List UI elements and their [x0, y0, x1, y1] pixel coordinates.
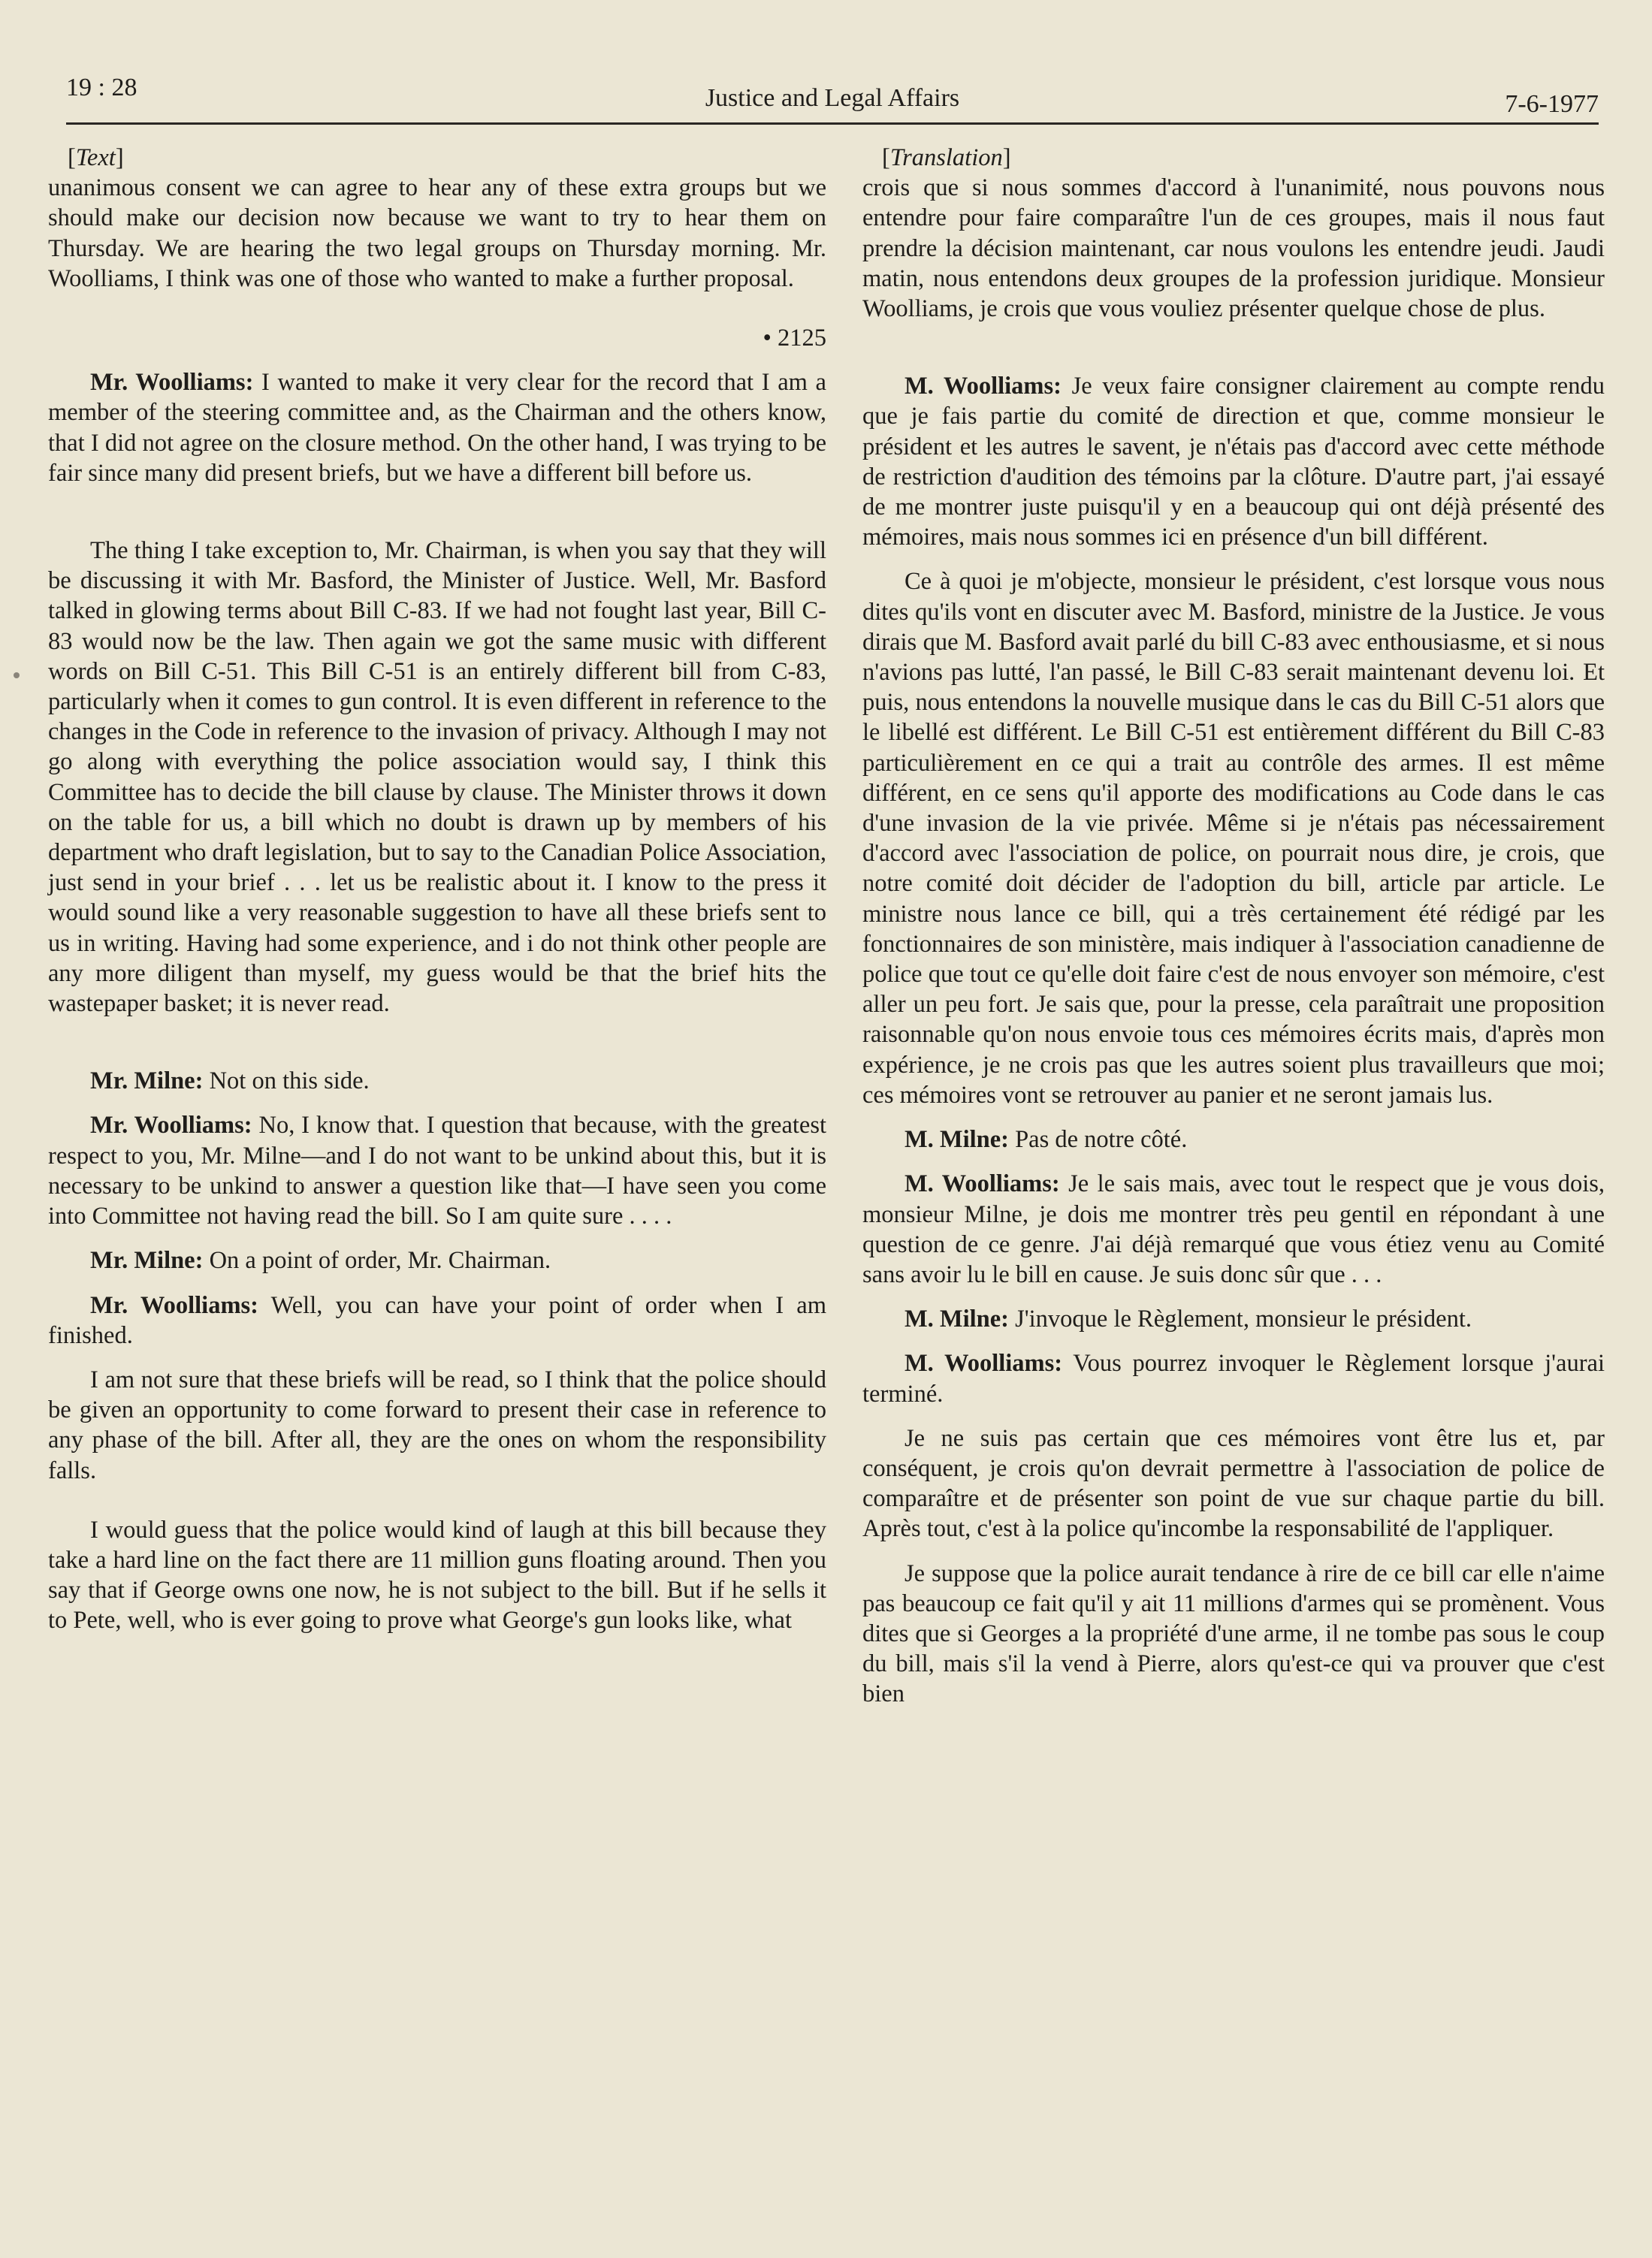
speech-paragraph [862, 1124, 1605, 1155]
speech-paragraph [862, 1348, 1605, 1408]
running-title: Justice and Legal Affairs [705, 84, 960, 112]
paragraph: Je ne suis pas certain que ces mémoires vont être lus et, par conséquent, je crois qu'on devrait permettre à l'association de police de comparaître et de présenter son point de vue sur chaque partie du bill. Après tout, c'est à la police qu'incombe la responsabilité de l'appliquer. [862, 1424, 1605, 1543]
paragraph: I would guess that the police would kind of laugh at this bill because they take a hard line on the fact there are 11 million guns floating around. Then you say that if George owns one now, he is not subject to the bill. But if he sells it to Pete, well, who is ever going to prove what George's gun looks like, what [48, 1516, 826, 1635]
speaker-name: Mr. Woolliams: [90, 1112, 252, 1140]
speech-text: Not on this side. [203, 1067, 370, 1095]
paragraph: Je suppose que la police aurait tendance à rire de ce bill car elle n'aime pas beaucoup ce fait qu'il y ait 11 millions d'armes qui se promènent. Vous dites que si Georges a la propriété d'une arme, il ne tombe pas sous le coup du bill, mais s'il la vend à Pierre, alors qu'est-ce qui va prouver que c'est bien [862, 1559, 1605, 1708]
speech-paragraph [48, 1291, 826, 1351]
speech-text: On a point of order, Mr. Chairman. [203, 1247, 551, 1275]
speaker-name: Mr. Woolliams: [90, 369, 254, 397]
speech-text: Pas de notre côté. [1008, 1126, 1188, 1154]
speaker-name: M. Woolliams: [905, 373, 1062, 400]
column-label: [Translation] [882, 144, 1011, 171]
speaker-name: Mr. Milne: [90, 1067, 204, 1095]
paragraph: I am not sure that these briefs will be read, so I think that the police should be given an opportunity to come forward to present their case in reference to any phase of the bill. After all, they are the ones on whom the responsibility falls. [48, 1366, 826, 1484]
english-column [48, 143, 826, 1650]
speaker-name: Mr. Milne: [90, 1247, 204, 1275]
speech-text: No, I know that. I question that because, with the greatest respect to you, Mr. Milne—and I do not want to be unkind about this, but it is necessary to be unkind to answer a question like that—I have seen you come into Committee not having read the bill. So I am quite sure . . . . [48, 1112, 826, 1230]
speech-text: Well, you can have your point of order when I am finished. [48, 1291, 826, 1349]
page-number: 19 : 28 [66, 74, 137, 101]
margin-dot [14, 672, 20, 678]
french-column [862, 143, 1605, 1724]
paragraph: crois que si nous sommes d'accord à l'unanimité, nous pouvons nous entendre pour faire comparaître l'un de ces groupes, mais il nous faut prendre la décision maintenant, car nous voulons les entendre jeudi. Jaudi matin, nous entendons deux groupes de la profession juridique. Monsieur Woolliams, je crois que vous vouliez présenter quelque chose de plus. [862, 174, 1605, 323]
speech-text: Je le sais mais, avec tout le respect que je vous dois, monsieur Milne, je dois me montrer très peu gentil en répondant à une question de ce genre. J'ai déjà remarqué que vous étiez venu au Comité sans avoir lu le bill en cause. Je suis donc sûr que . . . [862, 1170, 1605, 1288]
header-date: 7-6-1977 [1505, 90, 1599, 118]
speech-paragraph [862, 1169, 1605, 1290]
column-label: [Text] [68, 144, 124, 171]
speech-text: I wanted to make it very clear for the record that I am a member of the steering committee and, as the Chairman and the others know, that I did not agree on the closure method. On the other hand, I was trying to be fair since many did present briefs, but we have a different bill before us. [48, 369, 826, 487]
header-rule [66, 122, 1599, 125]
speaker-name: M. Milne: [905, 1126, 1009, 1154]
speech-text: Vous pourrez invoquer le Règlement lorsque j'aurai terminé. [862, 1350, 1605, 1408]
speech-paragraph [862, 1304, 1605, 1334]
speech-paragraph [48, 367, 826, 488]
speech-paragraph [48, 1245, 826, 1275]
paragraph: Ce à quoi je m'objecte, monsieur le président, c'est lorsque vous nous dites qu'ils vont en discuter avec M. Basford, ministre de la Justice. Je vous dirais que M. Basford avait parlé du bill C-83 avec enthousiasme, et si nous n'avions pas lutté, l'an passé, le Bill C-83 serait maintenant devenu loi. Et puis, nous entendons la nouvelle musique dans le cas du Bill C-51 alors que le libellé est différent. Le Bill C-51 est entièrement différent du Bill C-83 particulièrement en ce qui a trait au contrôle des armes. Il est même différent, en ce sens qu'il apporte des modifications au Code dans le cas d'une invasion de la vie privée. Même si je n'étais pas nécessairement d'accord avec l'association de police, on pourrait nous dire, je crois, que notre comité doit décider de l'adoption du bill, article par article. Le ministre nous lance ce bill, qui a très certainement été rédigé par les fonctionnaires de son ministère, mais indiquer à l'association canadienne de police que tout ce qu'elle doit faire c'est de nous envoyer son mémoire, c'est aller un peu fort. Je sais que, pour la presse, cela paraîtrait une proposition raisonnable qu'on nous envoie tous ces mémoires écrits mais, d'après mon expérience, je ne crois pas que les autres soient plus travailleurs que moi; ces mémoires vont se retrouver au panier et ne seront jamais lus. [862, 568, 1605, 1109]
speaker-name: Mr. Woolliams: [90, 1291, 258, 1319]
page-header [66, 74, 1599, 119]
speech-paragraph [862, 371, 1605, 552]
paragraph: unanimous consent we can agree to hear any of these extra groups but we should make our decision now because we want to try to hear them on Thursday. We are hearing the two legal groups on Thursday morning. Mr. Woolliams, I think was one of those who wanted to make a further proposal. [48, 174, 826, 292]
speaker-name: M. Milne: [905, 1306, 1009, 1333]
speaker-name: M. Woolliams: [905, 1170, 1060, 1198]
speech-paragraph [48, 1110, 826, 1231]
speech-text: Je veux faire consigner clairement au compte rendu que je fais partie du comité de direction et que, comme monsieur le président et les autres le savent, je n'étais pas d'accord avec cette méthode de restriction d'audition des témoins par la clôture. D'autre part, j'ai essayé de me montrer juste puisqu'il y en a beaucoup qui ont déjà présenté des mémoires, mais nous sommes ici en présence d'un bill différent. [862, 373, 1605, 551]
time-marker: • 2125 [763, 325, 826, 352]
paragraph: The thing I take exception to, Mr. Chairman, is when you say that they will be discussing it with Mr. Basford, the Minister of Justice. Well, Mr. Basford talked in glowing terms about Bill C-83. If we had not fought last year, Bill C-83 would now be the law. Then again we got the same music with different words on Bill C-51. This Bill C-51 is an entirely different bill from C-83, particularly when it comes to gun control. It is even different in reference to the changes in the Code in reference to the invasion of privacy. Although I may not go along with everything the police association would say, I think this Committee has to decide the bill clause by clause. The Minister throws it down on the table for us, a bill which no doubt is drawn up by members of his department who draft legislation, but to say to the Canadian Police Association, just send in your brief . . . let us be realistic about it. I know to the press it would sound like a very reasonable suggestion to have all these briefs sent to us in writing. Having had some experience, and i do not think other people are any more diligent than myself, my guess would be that the brief hits the wastepaper basket; it is never read. [48, 537, 826, 1018]
speaker-name: M. Woolliams: [905, 1350, 1063, 1378]
speech-paragraph [48, 1066, 826, 1096]
speech-text: J'invoque le Règlement, monsieur le président. [1008, 1306, 1472, 1333]
